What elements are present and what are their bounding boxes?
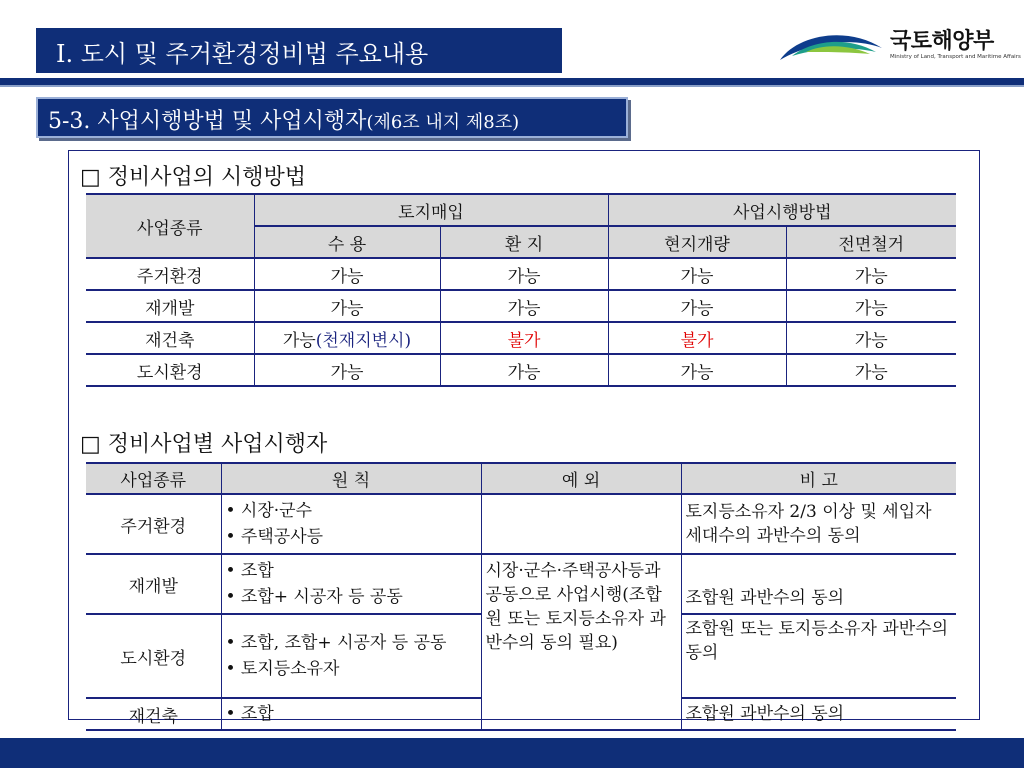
cell-note: (천재지변시)	[315, 330, 412, 351]
table-cell: 가능	[786, 322, 956, 354]
table-cell: 가능	[254, 258, 440, 290]
table-row	[86, 354, 956, 386]
header-cell-land: 토지매입	[254, 194, 608, 226]
section-banner	[36, 97, 628, 138]
remark-cell: 조합원 과반수의 동의	[681, 554, 956, 614]
table-cell: 가능	[440, 290, 608, 322]
header-divider-light	[0, 85, 1024, 87]
table-cell: 가능	[254, 354, 440, 386]
remark-cell: 토지등소유자 2/3 이상 및 세입자 세대수의 과반수의 동의	[681, 494, 956, 554]
operator-table	[86, 462, 956, 731]
logo-subtitle: Ministry of Land, Transport and Maritime Affairs	[890, 54, 1021, 60]
table-row	[86, 290, 956, 322]
header-cell-type: 사업종류	[86, 463, 221, 494]
table-cell: 가능	[786, 290, 956, 322]
section-subtitle: (제6조 내지 제8조)	[366, 112, 520, 133]
header-cell-principle: 원 칙	[221, 463, 481, 494]
principle-cell: • 시장·군수 • 주택공사등	[221, 494, 481, 554]
operator-heading: □ 정비사업별 사업시행자	[80, 432, 328, 457]
table-cell: 가능	[440, 258, 608, 290]
table-cell: 불가	[440, 322, 608, 354]
table-cell: 가능	[608, 290, 786, 322]
header-cell-remark: 비 고	[681, 463, 956, 494]
exception-cell-empty	[481, 494, 681, 554]
table-row	[86, 322, 956, 354]
table-row	[86, 554, 956, 614]
header-cell-type: 사업종류	[86, 194, 254, 258]
table-row	[86, 494, 956, 554]
table-cell: 가능	[608, 258, 786, 290]
table-cell: 가능	[786, 258, 956, 290]
row-type: 재개발	[86, 290, 254, 322]
row-type: 주거환경	[86, 494, 221, 554]
row-type: 재개발	[86, 554, 221, 614]
table-cell: 가능	[608, 354, 786, 386]
remark-cell: 조합원 과반수의 동의	[681, 698, 956, 730]
header-divider	[0, 78, 1024, 85]
footer-bar	[0, 738, 1024, 768]
header-cell-demolition: 전면철거	[786, 226, 956, 258]
remark-cell: 조합원 또는 토지등소유자 과반수의 동의	[681, 614, 956, 698]
principle-cell: • 조합 • 조합+ 시공자 등 공동	[221, 554, 481, 614]
row-type: 주거환경	[86, 258, 254, 290]
ministry-logo	[778, 24, 1021, 70]
principle-cell: • 조합	[221, 698, 481, 730]
header-cell-replotting: 환 지	[440, 226, 608, 258]
row-type: 도시환경	[86, 614, 221, 698]
method-table	[86, 193, 956, 387]
header-cell-expropriation: 수 용	[254, 226, 440, 258]
table-cell: 가능	[254, 290, 440, 322]
header-cell-exception: 예 외	[481, 463, 681, 494]
page-title: Ⅰ. 도시 및 주거환경정비법 주요내용	[56, 40, 429, 68]
header-cell-method: 사업시행방법	[608, 194, 956, 226]
logo-name: 국토해양부	[890, 29, 994, 54]
table-cell: 가능(천재지변시)	[254, 322, 440, 354]
header-cell-improvement: 현지개량	[608, 226, 786, 258]
principle-cell: • 조합, 조합+ 시공자 등 공동 • 토지등소유자	[221, 614, 481, 698]
table-cell: 불가	[608, 322, 786, 354]
row-type: 재건축	[86, 322, 254, 354]
swoosh-logo-icon	[778, 26, 886, 66]
page-title-banner	[36, 28, 562, 73]
exception-cell: 시장·군수·주택공사등과 공동으로 사업시행(조합원 또는 토지등소유자 과반수의 동의 필요)	[481, 554, 681, 730]
section-title: 5-3. 사업시행방법 및 사업시행자(제6조 내지 제8조)	[48, 109, 520, 134]
table-row	[86, 258, 956, 290]
table-cell: 가능	[440, 354, 608, 386]
row-type: 재건축	[86, 698, 221, 730]
method-heading: □ 정비사업의 시행방법	[80, 165, 307, 190]
row-type: 도시환경	[86, 354, 254, 386]
table-cell: 가능	[786, 354, 956, 386]
